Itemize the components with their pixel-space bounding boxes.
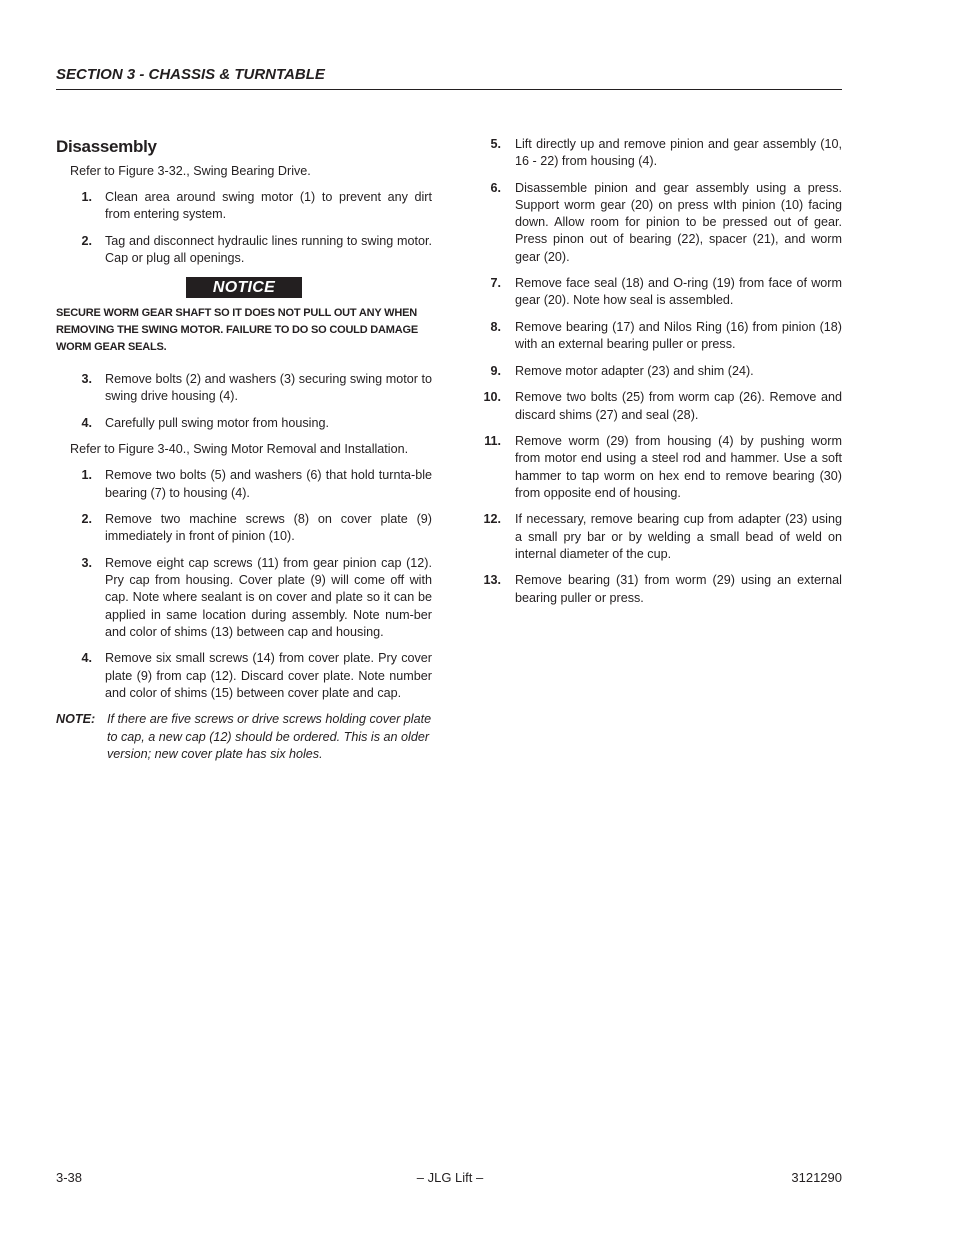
steps-list-1 [56,189,432,267]
note-label: NOTE: [56,712,96,727]
figure-reference: Refer to Figure 3-32., Swing Bearing Drive. [70,164,311,178]
notice-text: SECURE WORM GEAR SHAFT SO IT DOES NOT PULL OUT ANY WHEN REMOVING THE SWING MOTOR. FAILURE TO DO SO COULD DAMAGE WORM GEAR SEALS. [56,306,418,353]
list-item: 12. If necessary, remove bearing cup from adapter (23) using a small pry bar or by welding a small bead of weld on internal diameter of the cup. [483,512,842,561]
list-item: 7. Remove face seal (18) and O-ring (19) from face of worm gear (20). Note how seal is assembled. [490,276,842,308]
document-number: 3121290 [791,1170,842,1185]
footer-brand: – JLG Lift – [416,1170,484,1185]
list-item: 10. Remove two bolts (25) from worm cap (26). Remove and discard shims (27) and seal (28). [483,390,842,422]
list-item: 5. Lift directly up and remove pinion and gear assembly (10, 16 - 22) from housing (4). [490,137,842,169]
steps-list-2 [56,371,432,432]
page-number: 3-38 [56,1170,83,1185]
steps-list-3 [56,467,432,702]
list-item: 2. Tag and disconnect hydraulic lines running to swing motor. Cap or plug all openings. [81,234,432,266]
note-block [56,711,432,763]
list-item: 1. Clean area around swing motor (1) to prevent any dirt from entering system. [81,190,432,222]
list-item: 3. Remove eight cap screws (11) from gear pinion cap (12). Pry cap from housing. Cover plate (9) will come off with cap. Note where sealant is on cover and plate so it can be applied in same location during assembly. Note num-ber and color of shims (13) between cap and housing. [81,555,432,639]
right-column [480,136,842,616]
section-header: SECTION 3 - CHASSIS & TURNTABLE [56,66,842,90]
list-item: 13. Remove bearing (31) from worm (29) using an external bearing puller or press. [483,573,842,605]
section-heading: Disassembly [56,137,157,156]
list-item: 4. Carefully pull swing motor from housing. [81,415,329,430]
list-item: 3. Remove bolts (2) and washers (3) securing swing motor to swing drive housing (4). [81,371,432,403]
left-column [56,136,432,763]
list-item: 2. Remove two machine screws (8) on cover plate (9) immediately in front of pinion (10). [81,512,432,544]
note-text: If there are five screws or drive screws holding cover plate to cap, a new cap (12) should be ordered. This is an older version; new cover plate has six holes. [107,712,432,761]
list-item: 11. Remove worm (29) from housing (4) by pushing worm from motor end using a steel rod and hammer. Use a soft hammer to tap worm on hex end to remove bearing (30) from opposite end of housing. [484,434,842,500]
list-item: 6. Disassemble pinion and gear assembly using a press. Support worm gear (20) on press wIth pinion (10) facing down. Allow room for pinion to be pressed out of gear. Press pinon out of bearing (22), spacer (21), and worm gear (20). [490,180,842,264]
list-item: 4. Remove six small screws (14) from cover plate. Pry cover plate (9) from cap (12). Discard cover plate. Note number and color of shims (15) between cover plate and cap. [81,651,432,700]
figure-reference: Refer to Figure 3-40., Swing Motor Removal and Installation. [70,442,409,457]
list-item: 8. Remove bearing (17) and Nilos Ring (16) from pinion (18) with an external bearing puller or press. [490,320,842,352]
notice-badge: NOTICE [186,277,302,298]
list-item: 9. Remove motor adapter (23) and shim (24). [490,363,754,378]
steps-list-4 [480,136,842,607]
list-item: 1. Remove two bolts (5) and washers (6) that hold turnta-ble bearing (7) to housing (4). [81,468,432,500]
